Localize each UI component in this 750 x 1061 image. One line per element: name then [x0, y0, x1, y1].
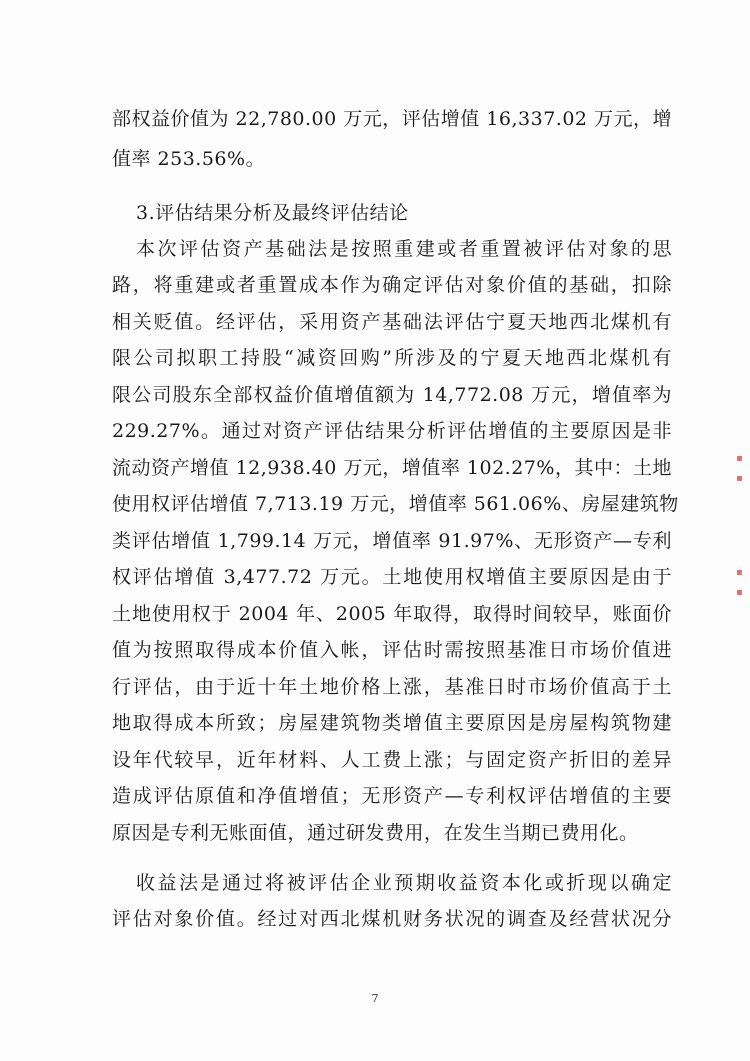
text-line: 本次评估资产基础法是按照重建或者重置被评估对象的思 — [136, 238, 672, 260]
text-line: 限公司拟职工持股“减资回购”所涉及的宁夏天地西北煤机有 — [112, 347, 672, 369]
text-line: 路，将重建或者重置成本作为确定评估对象价值的基础，扣除 — [112, 274, 672, 296]
text-line: 地取得成本所致；房屋建筑物类增值主要原因是房屋构筑物建 — [112, 712, 672, 734]
text-line: 权评估增值 3,477.72 万元。土地使用权增值主要原因是由于 — [112, 566, 672, 588]
text-line: 值率 253.56%。 — [112, 148, 266, 170]
text-line: 部权益价值为 22,780.00 万元，评估增值 16,337.02 万元，增 — [112, 108, 673, 130]
page-number: 7 — [371, 992, 379, 1005]
section-heading: 3.评估结果分析及最终评估结论 — [136, 202, 409, 224]
text-line: 行评估，由于近十年土地价格上涨，基准日时市场价值高于土 — [112, 676, 672, 698]
text-line: 收益法是通过将被评估企业预期收益资本化或折现以确定 — [136, 872, 672, 894]
text-line: 造成评估原值和净值增值；无形资产—专利权评估增值的主要 — [112, 785, 672, 807]
text-line: 流动资产增值 12,938.40 万元，增值率 102.27%，其中：土地 — [112, 457, 672, 479]
seal-fragment: ▪ — [736, 473, 743, 484]
text-line: 229.27%。通过对资产评估结果分析评估增值的主要原因是非 — [112, 420, 672, 442]
seal-fragment: ▪ — [736, 453, 743, 464]
text-line: 土地使用权于 2004 年、2005 年取得，取得时间较早，账面价 — [112, 603, 672, 625]
seal-fragment: ▪ — [736, 587, 743, 598]
text-line: 值为按照取得成本价值入帐，评估时需按照基准日市场价值进 — [112, 639, 672, 661]
text-line: 限公司股东全部权益价值增值额为 14,772.08 万元，增值率为 — [112, 384, 672, 406]
text-line: 评估对象价值。经过对西北煤机财务状况的调查及经营状况分 — [112, 908, 672, 930]
text-line: 使用权评估增值 7,713.19 万元，增值率 561.06%、房屋建筑物 — [112, 493, 679, 515]
text-line: 原因是专利无账面值，通过研发费用，在发生当期已费用化。 — [112, 822, 639, 844]
text-line: 类评估增值 1,799.14 万元，增值率 91.97%、无形资产—专利 — [112, 530, 672, 552]
seal-fragment: ▪ — [736, 567, 743, 578]
text-line: 相关贬值。经评估，采用资产基础法评估宁夏天地西北煤机有 — [112, 311, 672, 333]
text-line: 设年代较早，近年材料、人工费上涨；与固定资产折旧的差异 — [112, 749, 672, 771]
